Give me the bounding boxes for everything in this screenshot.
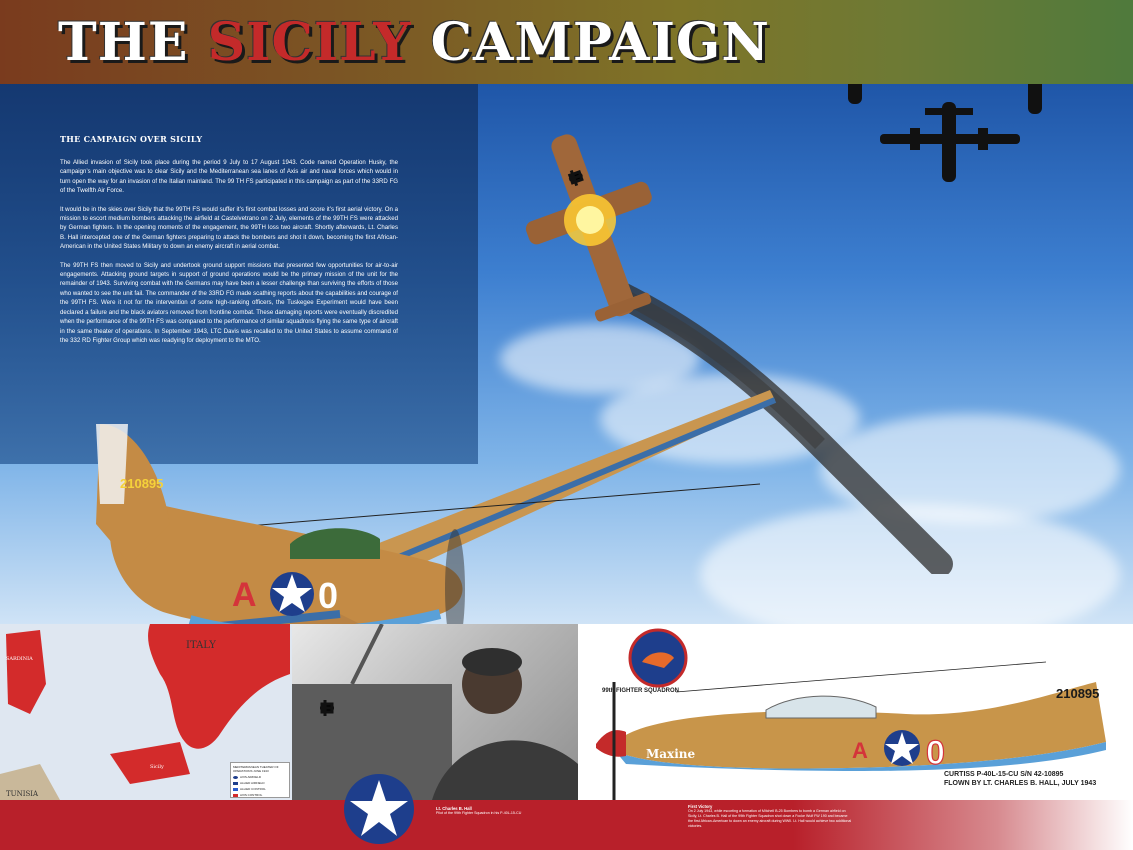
profile-caption-line: FLOWN BY LT. CHARLES B. HALL, JULY 1943	[944, 780, 1097, 787]
pilot-photo	[292, 624, 578, 800]
legend-row	[233, 787, 287, 791]
page-title	[58, 12, 770, 73]
profile-code-right: 0	[926, 734, 945, 772]
footer-band	[0, 800, 1133, 850]
nose-art-name: Maxine	[646, 747, 696, 761]
sicily-map	[0, 624, 292, 800]
german-fighter-illustration	[520, 110, 670, 350]
legend-label: AXIS AIRFIELD	[240, 775, 262, 779]
victory-caption-body: On 2 July 1943, while escorting a formation of Mitchell B-25 Bombers to bomb a German airfield on Sicily, Lt. Charles B. Hall of the 99th Fighter Squadron shot down a Focke Wulf FW 190 and became the first African-American to down an enemy aircraft during WWII. Lt. Hall would achieve two additional victories.	[688, 809, 852, 828]
campaign-article	[60, 134, 398, 354]
map-label-sicily: Sicily	[150, 764, 164, 770]
legend-swatch	[233, 782, 238, 785]
p40-warhawk-illustration	[0, 384, 780, 624]
legend-label: ALLIED AIRFIELD	[240, 781, 265, 785]
photo-caption	[436, 806, 596, 816]
article-paragraph: The Allied invasion of Sicily took place during the period 9 July to 17 August 1943. Code named Operation Husky, the campaign’s main objective was to clear Sicily and the Mediterranean sea lanes of Axis air and naval forces which would in turn open the way for an invasion of the Italian mainland. The 99 TH FS participated in this campaign as part of the 33RD FG of the Twelfth Air Force.	[60, 159, 398, 195]
legend-row	[233, 793, 287, 797]
legend-title: MEDITERRANEAN THEATER OF OPERATIONS JUNE 1943	[233, 765, 279, 773]
article-heading: THE CAMPAIGN OVER SICILY	[60, 134, 203, 144]
tail-number: 210895	[120, 476, 164, 491]
title-accent: SICILY	[207, 12, 412, 73]
map-legend	[230, 762, 290, 798]
legend-swatch	[233, 794, 238, 797]
code-letter-right: 0	[318, 575, 339, 616]
hero-sky	[0, 84, 1133, 624]
map-label-italy: ITALY	[186, 640, 216, 651]
profile-caption	[944, 770, 1096, 788]
header-band	[0, 0, 1133, 84]
star-roundel-icon	[342, 772, 416, 846]
pilot-photo-illustration	[292, 624, 578, 800]
bomber-silhouette	[880, 94, 1020, 184]
map-label-sardinia: SARDINIA	[6, 656, 33, 662]
code-letter-left: A	[232, 576, 257, 614]
title-prefix: THE	[58, 12, 208, 73]
article-paragraph: The 99TH FS then moved to Sicily and undertook ground support missions that presented few opportunities for air-to-air engagements. Attacking ground targets in support of ground operations would be the primary mission of the unit for the remainder of 1943. Surviving combat with the Germans may have been a lesser challenge than surviving the efforts of those who wanted to see the unit fail. The commander of the 33RD FG made scathing reports about the capabilities and courage of the 99TH FS. Were it not for the intervention of some high-ranking officers, the Tuskegee Experiment would have been declared a failure and the black aviators removed from frontline combat. These damaging reports were eventually discredited when the performance of the 99TH FS was compared to the performance of similar squadrons flying the same type of aircraft in the same theater of operations. In September 1943, LTC Davis was recalled to the United States to assume command of the 332 RD Fighter Group which was readying for deployment to the MTO.	[60, 261, 398, 344]
title-suffix: CAMPAIGN	[411, 12, 770, 73]
legend-row	[233, 775, 287, 779]
squadron-label: 99th FIGHTER SQUADRON	[602, 688, 680, 694]
photo-caption-body: Pilot of the 99th Fighter Squadron in his P-40L-15-CU	[436, 811, 522, 815]
article-paragraph: It would be in the skies over Sicily that the 99TH FS would suffer it’s first combat losses and score it’s first aerial victory. On a mission to escort medium bombers attacking the airfield at Castelvetrano on 2 July, elements of the 99TH FS were attacked by German fighters. In the opening moments of the engagement, the 99TH loss two aircraft. Shortly afterwards, Lt. Charles B. Hall intercepted one of the German fighters preparing to attack the bombers and shot it down, becoming the first African-American in the United States Military to down an enemy aircraft in aerial combat.	[60, 205, 398, 251]
legend-swatch	[233, 776, 238, 779]
profile-tail-number: 210895	[1056, 686, 1100, 701]
map-label-tunisia: TUNISIA	[6, 790, 39, 798]
profile-code-left: A	[852, 738, 868, 763]
legend-label: AXIS CONTROL	[240, 793, 263, 797]
aircraft-profile-panel	[578, 624, 1133, 800]
photo-caption-title: Lt. Charles B. Hall	[436, 806, 472, 811]
profile-caption-line: CURTISS P-40L-15-CU S/N 42-10895	[944, 771, 1064, 778]
victory-caption-title: First Victory	[688, 804, 713, 809]
legend-swatch	[233, 788, 238, 791]
legend-row	[233, 781, 287, 785]
legend-label: ALLIED CONTROL	[240, 787, 266, 791]
victory-caption	[688, 804, 853, 829]
